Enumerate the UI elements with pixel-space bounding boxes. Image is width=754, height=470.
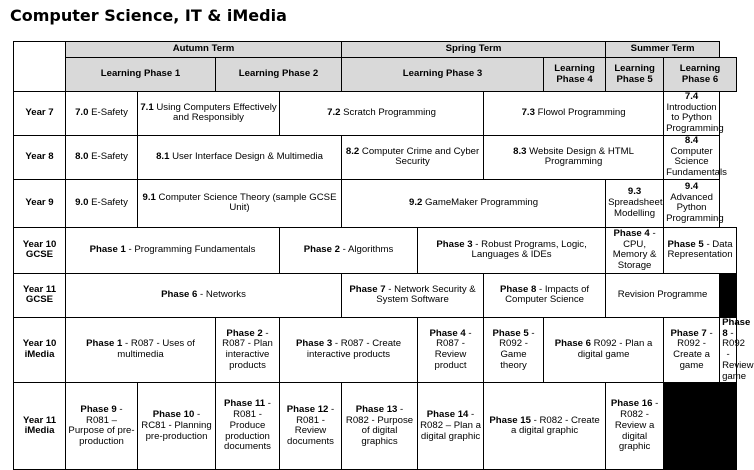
year-7-row	[14, 92, 737, 136]
topic-cell: Phase 14 -R082 – Plan a digital graphic	[418, 383, 484, 470]
term-summer: Summer Term	[606, 42, 720, 58]
topic-cell: Phase 3 - Robust Programs, Logic, Languages & IDEs	[418, 227, 606, 273]
year-label: Year 11 iMedia	[14, 383, 66, 470]
topic-cell: Phase 4 - R087 - Review product	[418, 317, 484, 382]
year-label: Year 7	[14, 92, 66, 136]
topic-cell: 8.3 Website Design & HTML Programming	[484, 135, 664, 179]
topic-cell: Phase 5 - R092 - Game theory	[484, 317, 544, 382]
topic-cell: Phase 3 - R087 - Create interactive products	[280, 317, 418, 382]
topic-cell: Phase 13 - R082 - Purpose of digital graphics	[342, 383, 418, 470]
topic-cell: 9.0 E-Safety	[66, 179, 138, 227]
topic-cell: Phase 12 - R081 - Review documents	[280, 383, 342, 470]
year-11-imedia-row	[14, 383, 737, 470]
topic-cell: 7.2 Scratch Programming	[280, 92, 484, 136]
year-10-imedia-row	[14, 317, 737, 382]
term-header-row	[14, 42, 737, 58]
topic-cell: Phase 7 - Network Security & System Software	[342, 273, 484, 317]
topic-cell: Phase 2 - R087 - Plan interactive products	[216, 317, 280, 382]
topic-cell: 7.4 Introduction to Python Programming	[664, 92, 720, 136]
phase-header-4: Learning Phase 4	[544, 58, 606, 92]
year-label: Year 10 GCSE	[14, 227, 66, 273]
year-10-gcse-row	[14, 227, 737, 273]
topic-cell: Phase 2 - Algorithms	[280, 227, 418, 273]
phase-header-5: Learning Phase 5	[606, 58, 664, 92]
topic-cell: Phase 15 - R082 - Create a digital graphic	[484, 383, 606, 470]
year-11-gcse-row	[14, 273, 737, 317]
phase-header-row	[14, 58, 737, 92]
topic-cell: Phase 1 - Programming Fundamentals	[66, 227, 280, 273]
topic-cell: 9.1 Computer Science Theory (sample GCSE Unit)	[138, 179, 342, 227]
topic-cell: Phase 8 - Impacts of Computer Science	[484, 273, 606, 317]
topic-cell: 9.3 Spreadsheet Modelling	[606, 179, 664, 227]
page-title: Computer Science, IT & iMedia	[10, 6, 287, 25]
topic-cell: 9.4 Advanced Python Programming	[664, 179, 720, 227]
year-9-row	[14, 179, 737, 227]
topic-cell: Revision Programme	[606, 273, 720, 317]
year-label: Year 9	[14, 179, 66, 227]
topic-cell: 8.0 E-Safety	[66, 135, 138, 179]
year-label: Year 10 iMedia	[14, 317, 66, 382]
topic-cell: Phase 6 R092 - Plan a digital game	[544, 317, 664, 382]
phase-header-6: Learning Phase 6	[664, 58, 737, 92]
term-autumn: Autumn Term	[66, 42, 342, 58]
year-label: Year 8	[14, 135, 66, 179]
topic-cell: Phase 4 - CPU, Memory & Storage	[606, 227, 664, 273]
blank-cell	[720, 273, 737, 317]
year-label: Year 11 GCSE	[14, 273, 66, 317]
topic-cell: Phase 1 - R087 - Uses of multimedia	[66, 317, 216, 382]
topic-cell: 7.1 Using Computers Effectively and Responsibly	[138, 92, 280, 136]
topic-cell: Phase 9 - R081 – Purpose of pre-production	[66, 383, 138, 470]
year-8-row	[14, 135, 737, 179]
topic-cell: Phase 5 - Data Representation	[664, 227, 737, 273]
topic-cell: Phase 6 - Networks	[66, 273, 342, 317]
phase-header-1: Learning Phase 1	[66, 58, 216, 92]
topic-cell: Phase 8 - R092 - Review game	[720, 317, 737, 382]
topic-cell: Phase 16 - R082 - Review a digital graphic	[606, 383, 664, 470]
topic-cell: 8.1 User Interface Design & Multimedia	[138, 135, 342, 179]
curriculum-table	[13, 41, 754, 470]
topic-cell: Phase 11 -R081 - Produce production documents	[216, 383, 280, 470]
topic-cell: 7.3 Flowol Programming	[484, 92, 664, 136]
phase-header-2: Learning Phase 2	[216, 58, 342, 92]
topic-cell: Phase 7 - R092 - Create a game	[664, 317, 720, 382]
topic-cell: Phase 10 - RC81 - Planning pre-production	[138, 383, 216, 470]
term-spring: Spring Term	[342, 42, 606, 58]
blank-cell	[664, 383, 737, 470]
topic-cell: 7.0 E-Safety	[66, 92, 138, 136]
phase-header-3: Learning Phase 3	[342, 58, 544, 92]
corner-cell	[14, 42, 66, 92]
topic-cell: 8.4 Computer Science Fundamentals	[664, 135, 720, 179]
topic-cell: 8.2 Computer Crime and Cyber Security	[342, 135, 484, 179]
topic-cell: 9.2 GameMaker Programming	[342, 179, 606, 227]
